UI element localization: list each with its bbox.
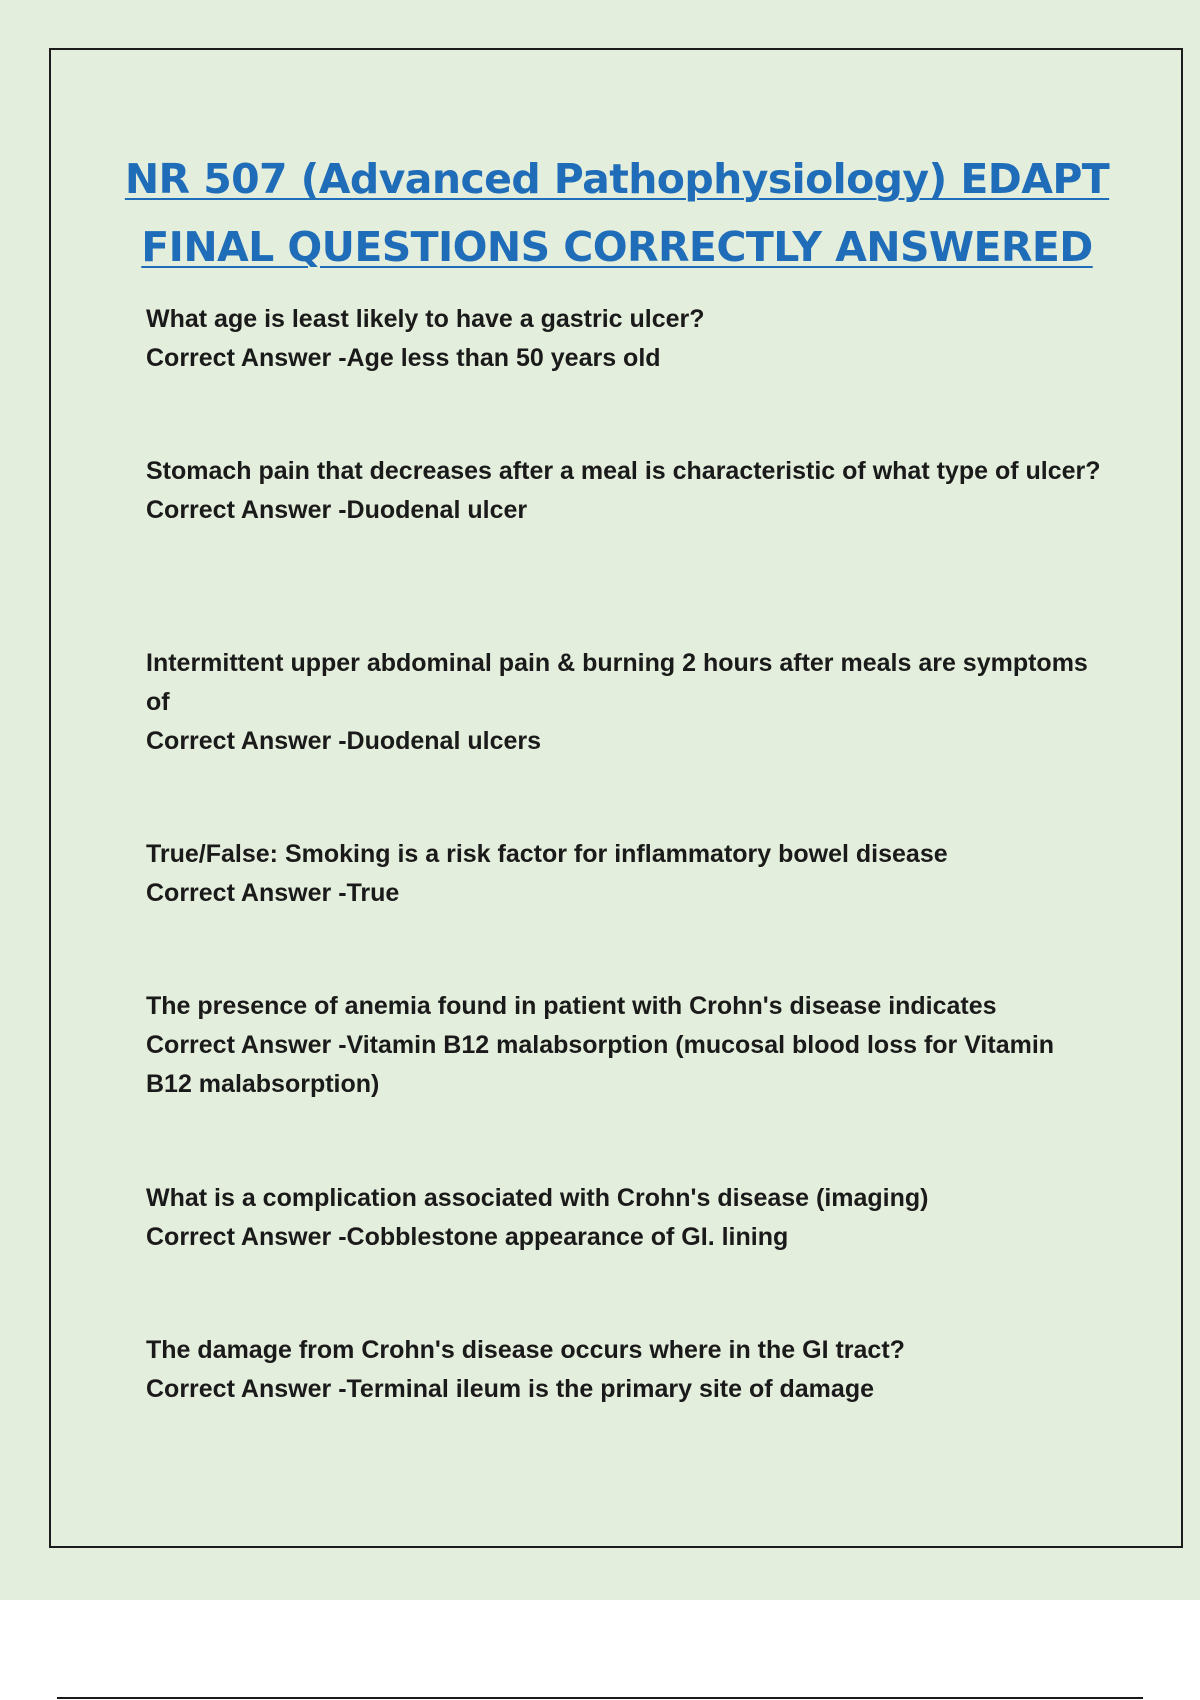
qa-item-5 [146, 987, 1106, 1104]
question-text: What is a complication associated with Crohn's disease (imaging) [146, 1184, 929, 1212]
answer-text: Correct Answer -Vitamin B12 malabsorption (mucosal blood loss for Vitamin B12 malabsorption) [146, 1031, 1055, 1098]
title-line-1: NR 507 (Advanced Pathophysiology) EDAPT [124, 155, 1110, 203]
answer-text: Correct Answer -True [146, 879, 400, 907]
question-text: True/False: Smoking is a risk factor for inflammatory bowel disease [146, 840, 948, 868]
question-text: What age is least likely to have a gastric ulcer? [146, 305, 705, 333]
question-text: The presence of anemia found in patient with Crohn's disease indicates [146, 992, 997, 1020]
answer-text: Correct Answer -Cobblestone appearance of GI. lining [146, 1223, 789, 1251]
qa-item-7 [146, 1331, 1106, 1409]
question-text: Stomach pain that decreases after a meal is characteristic of what type of ulcer? [146, 457, 1101, 485]
qa-item-3 [146, 644, 1106, 761]
question-text: The damage from Crohn's disease occurs where in the GI tract? [146, 1336, 905, 1364]
bottom-divider [57, 1697, 1143, 1699]
qa-item-4 [146, 835, 1106, 913]
qa-item-1 [146, 300, 1106, 378]
answer-text: Correct Answer -Terminal ileum is the primary site of damage [146, 1375, 874, 1403]
answer-text: Correct Answer -Age less than 50 years old [146, 344, 661, 372]
answer-text: Correct Answer -Duodenal ulcers [146, 727, 542, 755]
question-text: Intermittent upper abdominal pain & burning 2 hours after meals are symptoms of [146, 649, 1088, 716]
title-line-2: FINAL QUESTIONS CORRECTLY ANSWERED [141, 223, 1093, 271]
qa-item-2 [146, 452, 1106, 530]
qa-item-6 [146, 1179, 1106, 1257]
document-title [50, 145, 1184, 281]
answer-text: Correct Answer -Duodenal ulcer [146, 496, 528, 524]
